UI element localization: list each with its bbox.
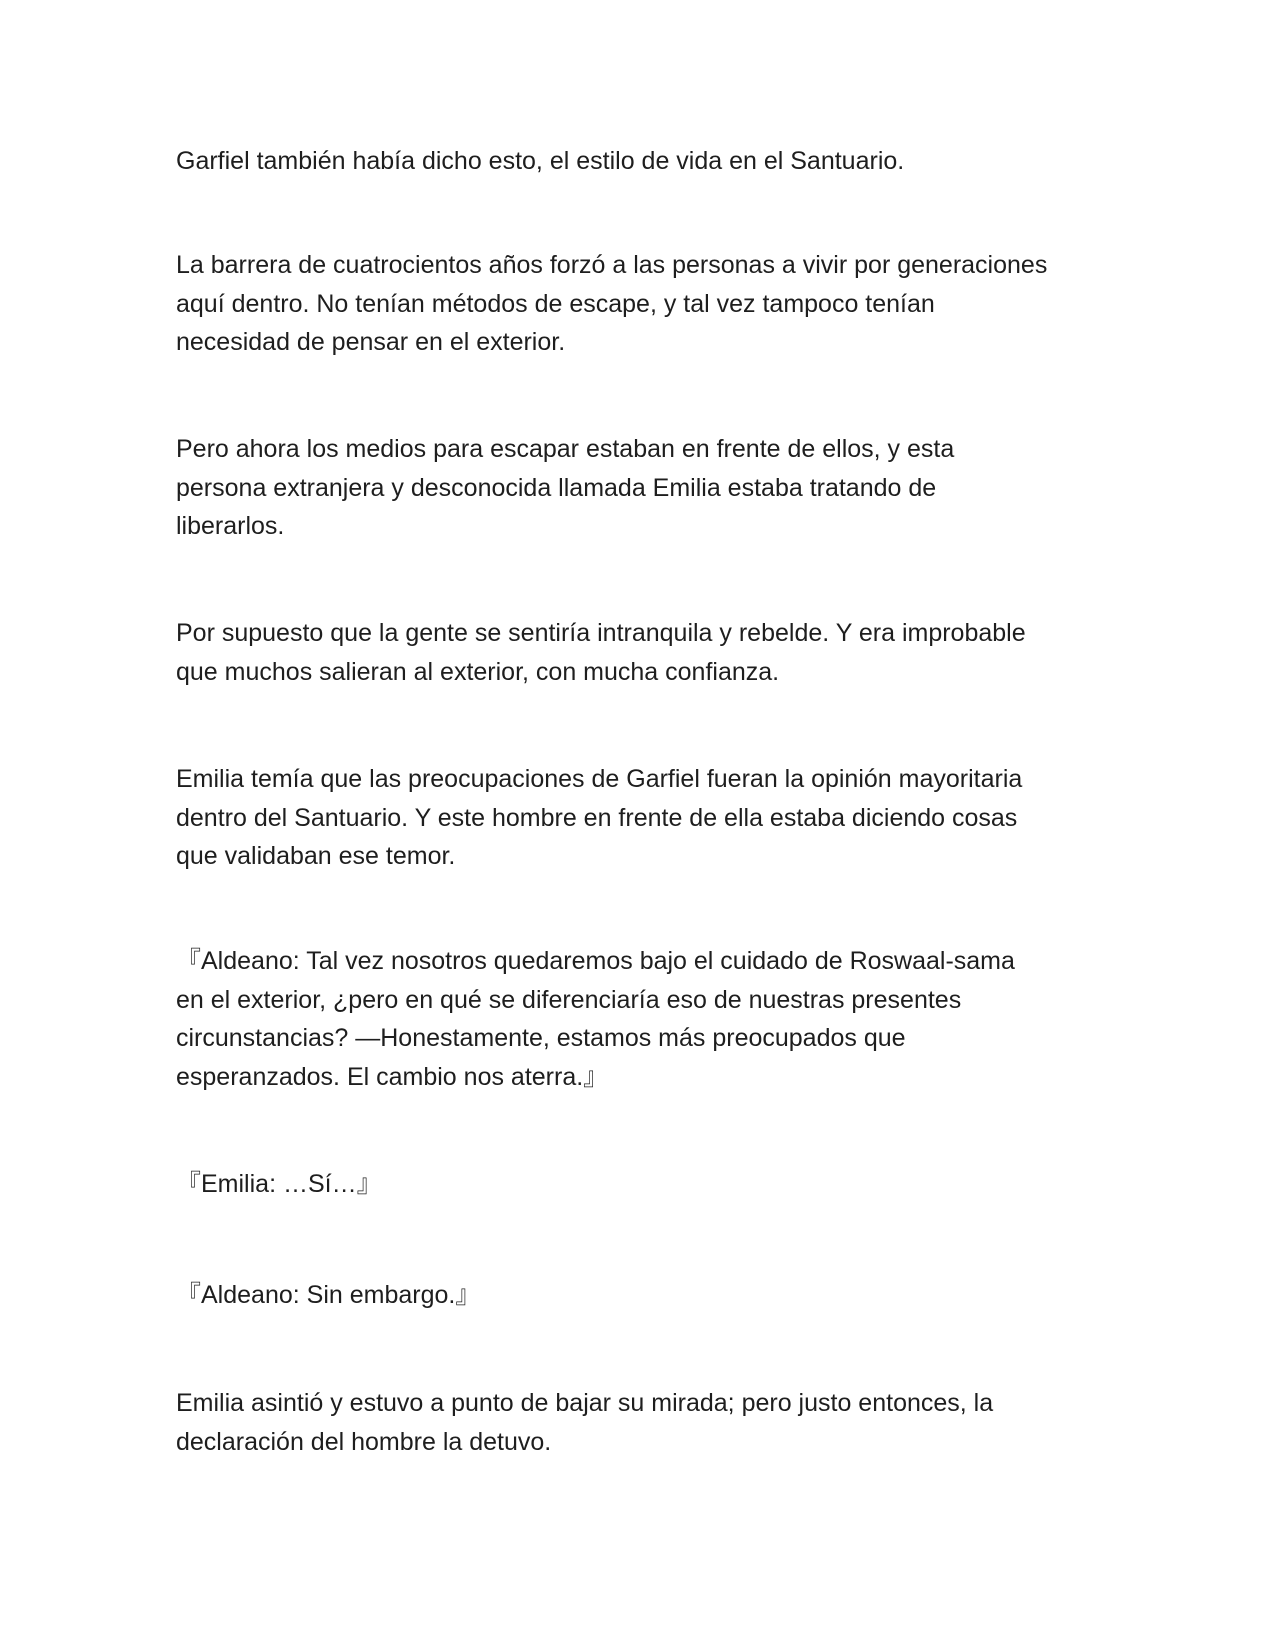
text-line: Pero ahora los medios para escapar estaban en frente de ellos, y esta bbox=[176, 435, 955, 463]
text-line: circunstancias? —Honestamente, estamos más preocupados que bbox=[176, 1024, 906, 1052]
text-line: La barrera de cuatrocientos años forzó a las personas a vivir por generaciones bbox=[176, 251, 1048, 279]
text-line: liberarlos. bbox=[176, 512, 285, 540]
text-line: Garfiel también había dicho esto, el estilo de vida en el Santuario. bbox=[176, 147, 905, 175]
text-line: que muchos salieran al exterior, con mucha confianza. bbox=[176, 657, 780, 686]
text-line: declaración del hombre la detuvo. bbox=[176, 1427, 552, 1456]
dialogue-emilia bbox=[176, 1165, 1106, 1204]
text-line: persona extranjera y desconocida llamada Emilia estaba tratando de bbox=[176, 473, 937, 502]
paragraph-9 bbox=[176, 1384, 1106, 1461]
text-line: dentro del Santuario. Y este hombre en frente de ella estaba diciendo cosas bbox=[176, 803, 1018, 832]
paragraph-5 bbox=[176, 760, 1106, 876]
text-line: necesidad de pensar en el exterior. bbox=[176, 328, 566, 356]
text-line: Emilia temía que las preocupaciones de Garfiel fueran la opinión mayoritaria bbox=[176, 765, 1023, 793]
text-line: Emilia asintió y estuvo a punto de bajar su mirada; pero justo entonces, la bbox=[176, 1389, 994, 1417]
text-line: 『Aldeano: Sin embargo.』 bbox=[176, 1281, 481, 1309]
text-line: aquí dentro. No tenían métodos de escape, y tal vez tampoco tenían bbox=[176, 289, 935, 318]
text-line: que validaban ese temor. bbox=[176, 842, 456, 870]
text-line: 『Emilia: …Sí…』 bbox=[176, 1170, 382, 1198]
paragraph-3 bbox=[176, 430, 1106, 546]
paragraph-2 bbox=[176, 246, 1106, 362]
text-line: Por supuesto que la gente se sentiría intranquila y rebelde. Y era improbable bbox=[176, 619, 1026, 647]
text-line: en el exterior, ¿pero en qué se diferenciaría eso de nuestras presentes bbox=[176, 985, 962, 1014]
text-line: esperanzados. El cambio nos aterra.』 bbox=[176, 1062, 609, 1091]
text-line: 『Aldeano: Tal vez nosotros quedaremos bajo el cuidado de Roswaal-sama bbox=[176, 947, 1015, 975]
dialogue-villager-1 bbox=[176, 942, 1106, 1096]
paragraph-4 bbox=[176, 614, 1106, 691]
paragraph-1 bbox=[176, 142, 1106, 181]
dialogue-villager-2 bbox=[176, 1276, 1106, 1315]
